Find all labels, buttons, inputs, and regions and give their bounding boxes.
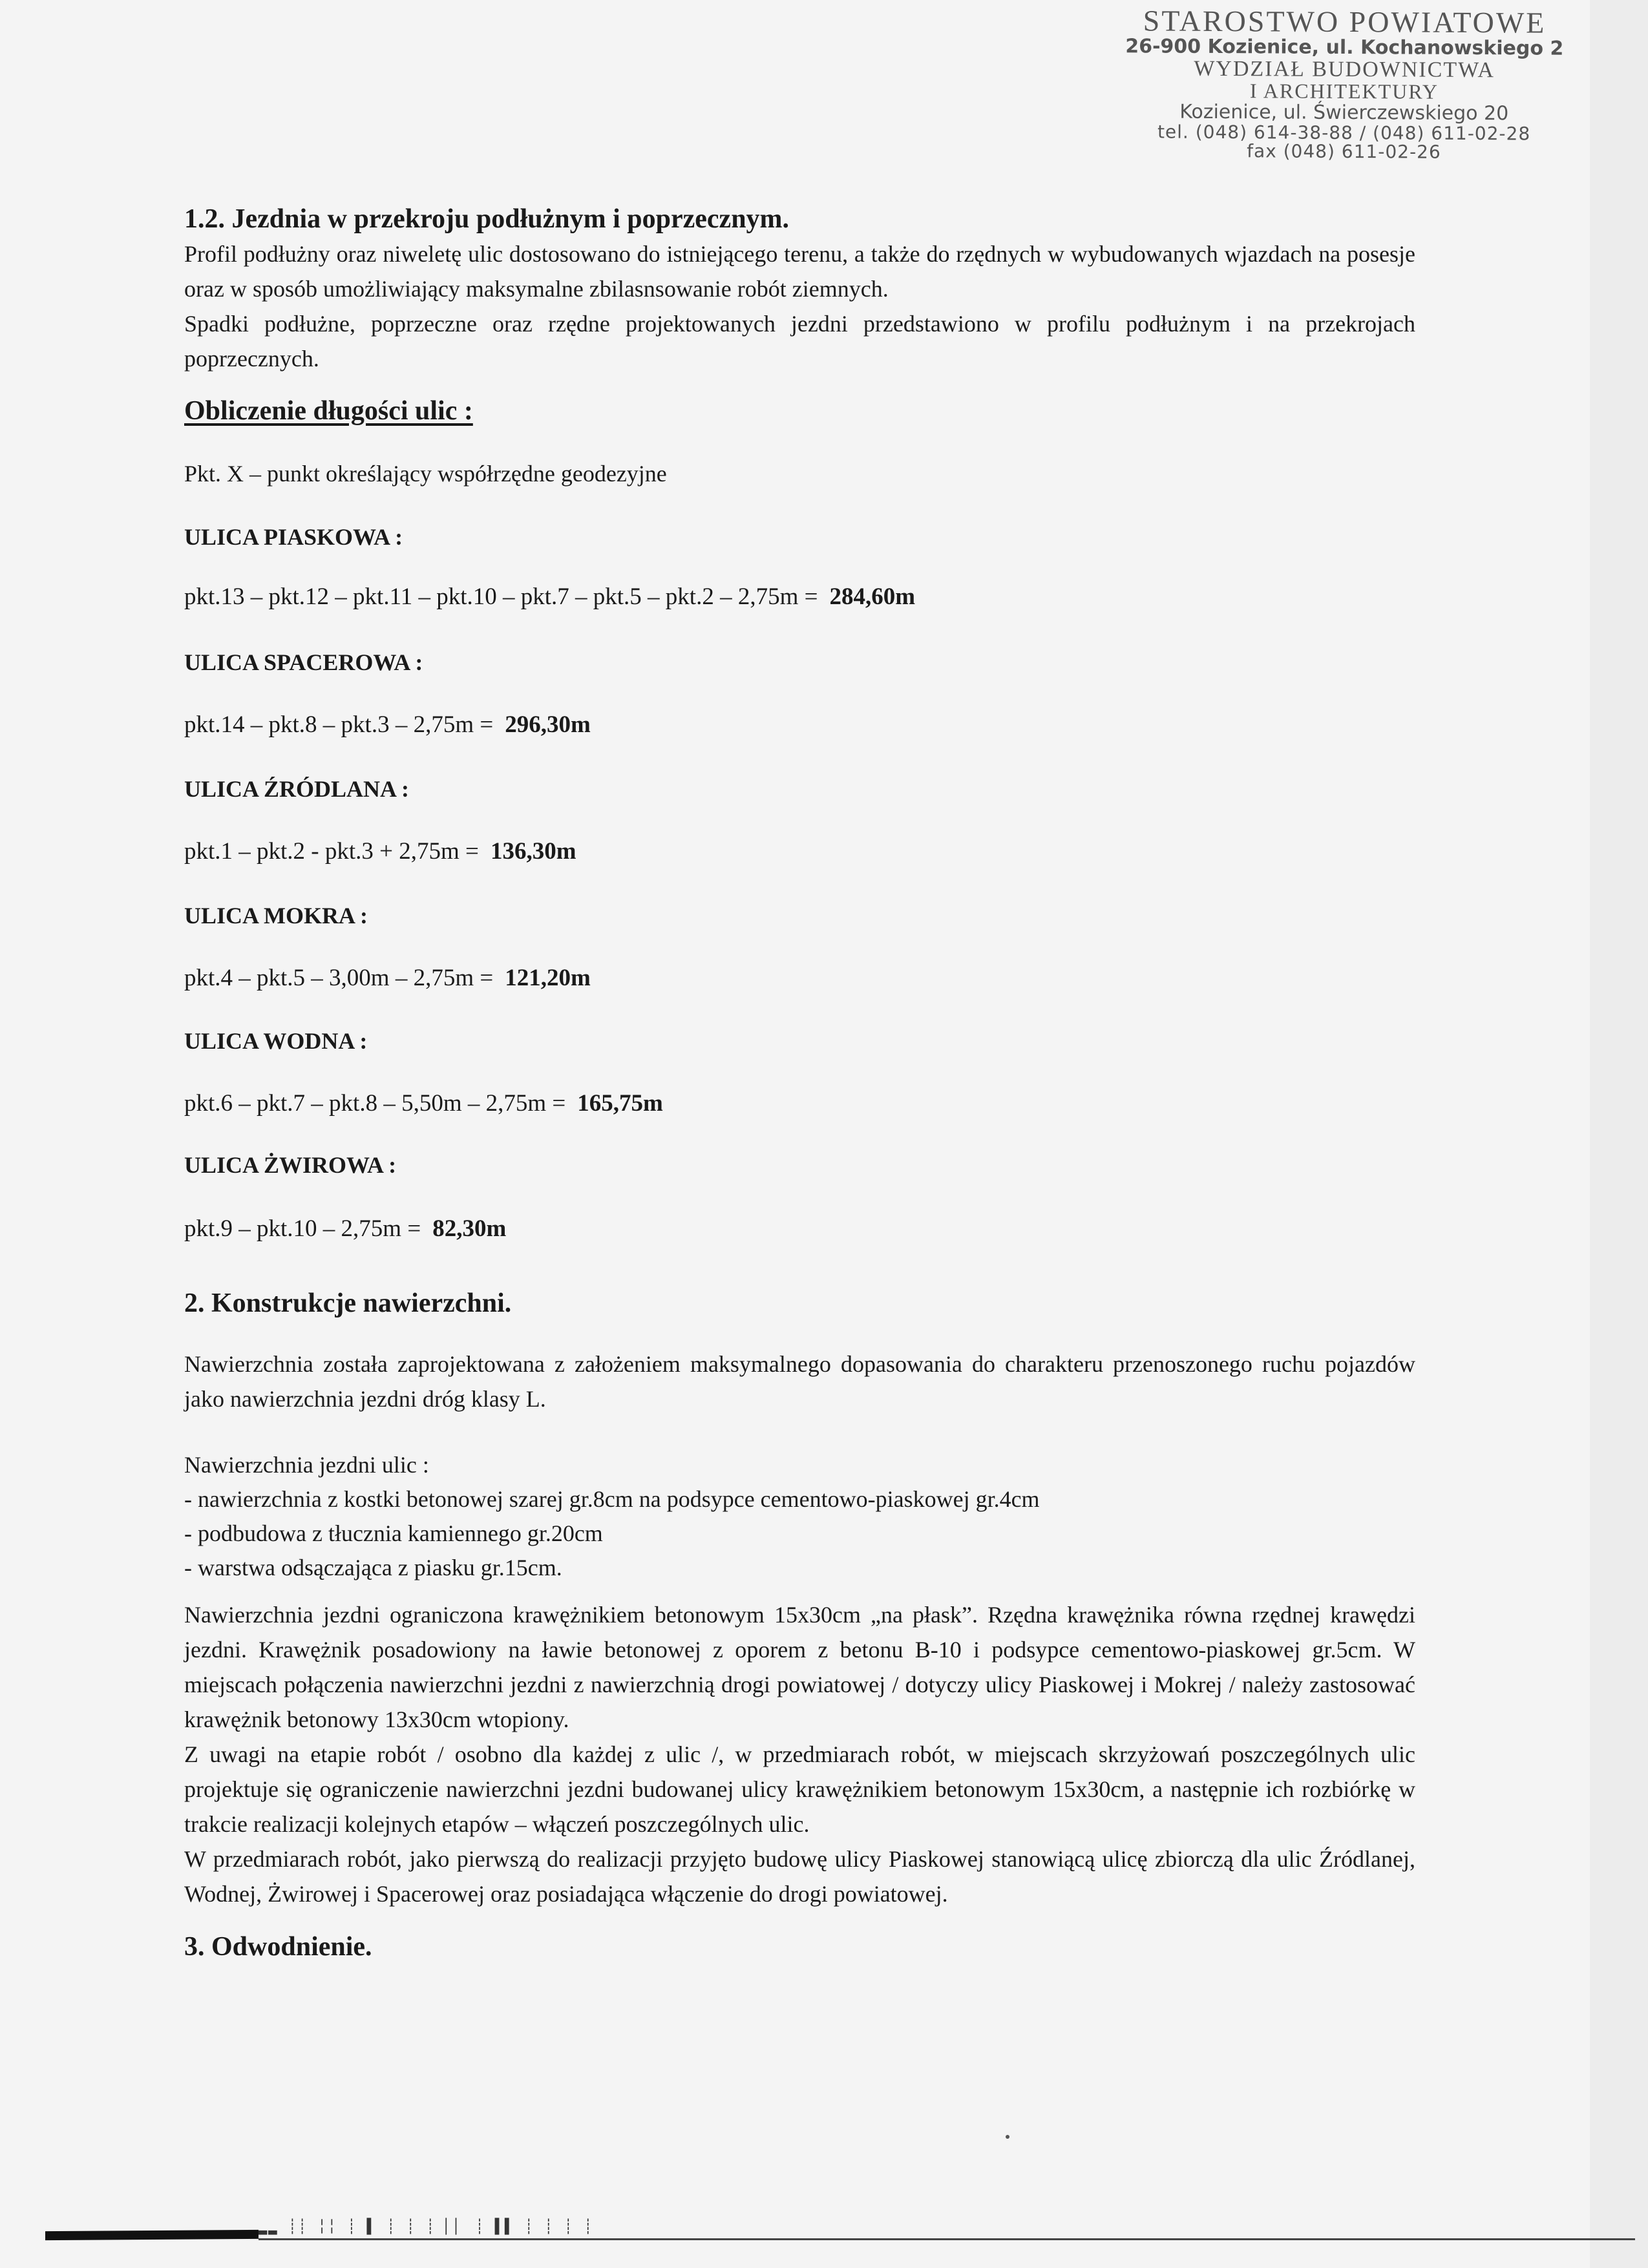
- surface-layers: [184, 1447, 1415, 1585]
- scan-edge: [1590, 0, 1648, 2268]
- paragraph: Nawierzchnia została zaprojektowana z założeniem maksymalnego dopasowania do charakteru przenoszonego ruchu pojazdów jako nawierzchnia jezdni dróg klasy L.: [184, 1351, 1415, 1412]
- layer-list: [184, 1482, 1415, 1585]
- stamp-line-6: tel. (048) 614-38-88 / (048) 611-02-28: [1157, 121, 1531, 145]
- street-formula: [184, 964, 1415, 992]
- street-calc: [184, 711, 1415, 739]
- street-entry: [184, 649, 1415, 676]
- list-item: - warstwa odsączająca z piasku gr.15cm.: [184, 1555, 562, 1580]
- street-calc: [184, 1215, 1415, 1243]
- lengths-heading: Obliczenie długości ulic :: [184, 396, 473, 426]
- section-2-intro: [184, 1347, 1415, 1416]
- section-heading: 3. Odwodnienie.: [184, 1932, 372, 1962]
- street-formula: [184, 1089, 1415, 1117]
- street-name: ULICA MOKRA :: [184, 903, 368, 929]
- stamp-line-1: STAROSTWO POWIATOWE: [1143, 4, 1547, 39]
- paragraph: Profil podłużny oraz niweletę ulic dostosowano do istniejącego terenu, a także do rzędnych w wybudowanych wjazdach na posesje oraz w sposób umożliwiający maksymalne zbilasnsowanie robót ziemnych.: [184, 241, 1415, 302]
- street-entry: [184, 523, 1415, 551]
- scan-bar-line: [259, 2238, 1635, 2240]
- formula-result: 136,30m: [490, 838, 576, 865]
- office-stamp: [1098, 5, 1590, 162]
- paragraph: W przedmiarach robót, jako pierwszą do realizacji przyjęto budowę ulicy Piaskowej stanowiącą ulicę zbiorczą dla ulic Źródlanej, Wodnej, Żwirowej i Spacerowej oraz posiadająca włączenie do drogi powiatowej.: [184, 1846, 1415, 1907]
- street-name: ULICA SPACEROWA :: [184, 649, 423, 675]
- scan-bar-dark: [45, 2230, 259, 2240]
- formula-text: pkt.4 – pkt.5 – 3,00m – 2,75m =: [184, 965, 494, 991]
- stamp-line-2: 26-900 Kozienice, ul. Kochanowskiego 2: [1125, 35, 1564, 61]
- scan-bottom-bar: [45, 2219, 1596, 2241]
- lengths-note: Pkt. X – punkt określający współrzędne geodezyjne: [184, 461, 667, 487]
- street-entry: [184, 1151, 1415, 1179]
- paragraph: Spadki podłużne, poprzeczne oraz rzędne projektowanych jezdni przedstawiono w profilu podłużnym i na przekrojach poprzecznych.: [184, 311, 1415, 372]
- list-item: - nawierzchnia z kostki betonowej szarej gr.8cm na podsypce cementowo-piaskowej gr.4cm: [184, 1486, 1040, 1512]
- paragraph: Z uwagi na etapie robót / osobno dla każdej z ulic /, w przedmiarach robót, w miejscach skrzyżowań poszczególnych ulic projektuje się ograniczenie nawierzchni jezdni budowanej ulicy krawężnikiem betonowym 15x30cm, a następnie ich rozbiórkę w trakcie realizacji kolejnych etapów – włączeń poszczególnych ulic.: [184, 1741, 1415, 1837]
- street-entry: [184, 775, 1415, 803]
- scan-speck: [1006, 2135, 1009, 2139]
- formula-result: 296,30m: [505, 711, 591, 738]
- formula-text: pkt.13 – pkt.12 – pkt.11 – pkt.10 – pkt.7 – pkt.5 – pkt.2 – 2,75m =: [184, 583, 818, 610]
- section-heading: 2. Konstrukcje nawierzchni.: [184, 1288, 512, 1318]
- formula-text: pkt.1 – pkt.2 - pkt.3 + 2,75m =: [184, 838, 479, 865]
- street-name: ULICA PIASKOWA :: [184, 524, 403, 550]
- street-formula: [184, 711, 1415, 739]
- street-formula: [184, 583, 1415, 611]
- stamp-line-4: I ARCHITEKTURY: [1249, 79, 1439, 104]
- list-item: - podbudowa z tłucznia kamiennego gr.20cm: [184, 1520, 603, 1546]
- section-2-heading-block: [184, 1286, 1415, 1321]
- stamp-line-7: fax (048) 611-02-26: [1247, 140, 1441, 163]
- street-formula: [184, 1215, 1415, 1243]
- street-calc: [184, 964, 1415, 992]
- street-entry: [184, 1027, 1415, 1055]
- list-title: Nawierzchnia jezdni ulic :: [184, 1452, 429, 1478]
- street-formula: [184, 837, 1415, 865]
- formula-text: pkt.14 – pkt.8 – pkt.3 – 2,75m =: [184, 711, 494, 738]
- street-name: ULICA ŹRÓDLANA :: [184, 776, 410, 802]
- street-name: ULICA WODNA :: [184, 1028, 368, 1054]
- section-3-heading-block: [184, 1929, 1415, 1964]
- formula-result: 284,60m: [829, 583, 916, 610]
- street-name: ULICA ŻWIROWA :: [184, 1152, 397, 1178]
- formula-result: 165,75m: [577, 1090, 663, 1117]
- formula-text: pkt.9 – pkt.10 – 2,75m =: [184, 1215, 421, 1242]
- section-1-2: [184, 202, 1415, 376]
- lengths-section: [184, 395, 1415, 426]
- section-2-body: [184, 1597, 1415, 1911]
- stamp-line-3: WYDZIAŁ BUDOWNICTWA: [1194, 56, 1495, 83]
- stamp-line-5: Kozienice, ul. Świerczewskiego 20: [1179, 100, 1509, 125]
- street-calc: [184, 1089, 1415, 1117]
- formula-result: 82,30m: [432, 1215, 507, 1242]
- section-heading: 1.2. Jezdnia w przekroju podłużnym i poprzecznym.: [184, 204, 790, 234]
- street-calc: [184, 583, 1415, 611]
- street-calc: [184, 837, 1415, 865]
- paragraph: Nawierzchnia jezdni ograniczona krawężnikiem betonowym 15x30cm „na płask”. Rzędna krawężnika równa rzędnej krawędzi jezdni. Krawężnik posadowiony na ławie betonowej z oporem z betonu B-10 i podsypce cementowo-piaskowej gr.5cm. W miejscach połączenia nawierzchni jezdni z nawierzchnią drogi powiatowej / dotyczy ulicy Piaskowej i Mokrej / należy zastosować krawężnik betonowy 13x30cm wtopiony.: [184, 1602, 1415, 1732]
- street-entry: [184, 902, 1415, 929]
- formula-result: 121,20m: [505, 965, 591, 991]
- lengths-note-block: [184, 456, 1415, 491]
- scan-bar-ticks: ▂▂ ┊┊ ╎╎ ┊ ▌ ┊ ┊ ┊ ▏▏ ┊ ▌▌ ┊ ┊ ┊ ┊: [259, 2219, 594, 2235]
- formula-text: pkt.6 – pkt.7 – pkt.8 – 5,50m – 2,75m =: [184, 1090, 566, 1117]
